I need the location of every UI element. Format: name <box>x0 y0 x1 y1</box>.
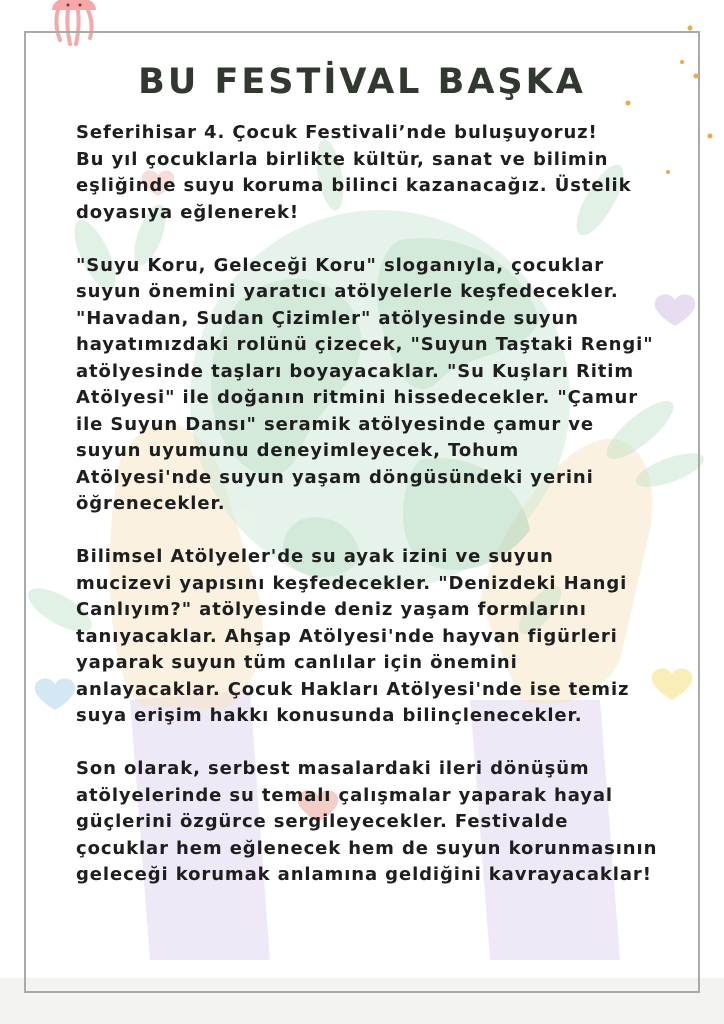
text-line: doyasıya eğlenerek! <box>76 201 300 223</box>
text-line: yaparak suyun tüm canlılar için önemini <box>76 652 518 673</box>
text-line: öğrenecekler. <box>76 493 226 514</box>
page-title: BU FESTİVAL BAŞKA <box>138 62 586 102</box>
paragraph-intro <box>76 120 676 226</box>
text-line: suya erişim hakkı konusunda bilinçlenecekler. <box>76 705 583 726</box>
text-line: atölyesinde taşları boyayacaklar. "Su Kuşları Ritim <box>76 360 635 382</box>
text-line: mucizevi yapısını keşfedecekler. "Denizdeki Hangi <box>76 572 628 594</box>
body-text <box>76 120 676 889</box>
text-line: Bu yıl çocuklarla birlikte kültür, sanat ve bilimin <box>76 148 609 170</box>
text-line: tanıyacaklar. Ahşap Atölyesi'nde hayvan figürleri <box>76 625 618 647</box>
text-line: suyun önemini yaratıcı atölyelerle keşfedecekler. <box>76 281 619 302</box>
text-line: suyun uyumunu deneyimleyecek, Tohum <box>76 440 520 461</box>
text-line: Bilimsel Atölyeler'de su ayak izini ve suyun <box>76 546 554 567</box>
text-line: geleceği korumak anlamına geldiğini kavrayacaklar! <box>76 864 652 885</box>
text-line: çocuklar hem eğlenecek hem de suyun korunmasının <box>76 837 658 859</box>
text-line: atölyelerinde su temalı çalışmalar yaparak hayal <box>76 784 614 806</box>
text-line: Atölyesi'nde suyun yaşam döngüsündeki yerini <box>76 466 594 488</box>
paragraph-closing <box>76 756 676 889</box>
paragraph-science <box>76 544 676 730</box>
text-line: Canlıyım?" atölyesinde deniz yaşam formlarını <box>76 599 587 620</box>
text-line: ile Suyun Dansı" seramik atölyesinde çamur ve <box>76 413 595 435</box>
text-line: Son olarak, serbest masalardaki ileri dönüşüm <box>76 758 590 779</box>
text-line: Seferihisar 4. Çocuk Festivali’nde buluşuyoruz! <box>76 122 598 143</box>
text-line: güçlerini özgürce sergileyecekler. Festivalde <box>76 811 569 832</box>
text-line: "Suyu Koru, Geleceği Koru" sloganıyla, çocuklar <box>76 254 605 276</box>
text-line: eşliğinde suyu koruma bilinci kazanacağız. Üstelik <box>76 175 632 196</box>
text-line: "Havadan, Sudan Çizimler" atölyesinde suyun <box>76 307 579 329</box>
paragraph-workshops <box>76 253 676 518</box>
text-line: anlayacaklar. Çocuk Hakları Atölyesi'nde ise temiz <box>76 678 630 700</box>
text-line: Atölyesi" ile doğanın ritmini hissedecekler. "Çamur <box>76 387 638 408</box>
text-line: hayatımızdaki rolünü çizecek, "Suyun Taştaki Rengi" <box>76 334 654 355</box>
